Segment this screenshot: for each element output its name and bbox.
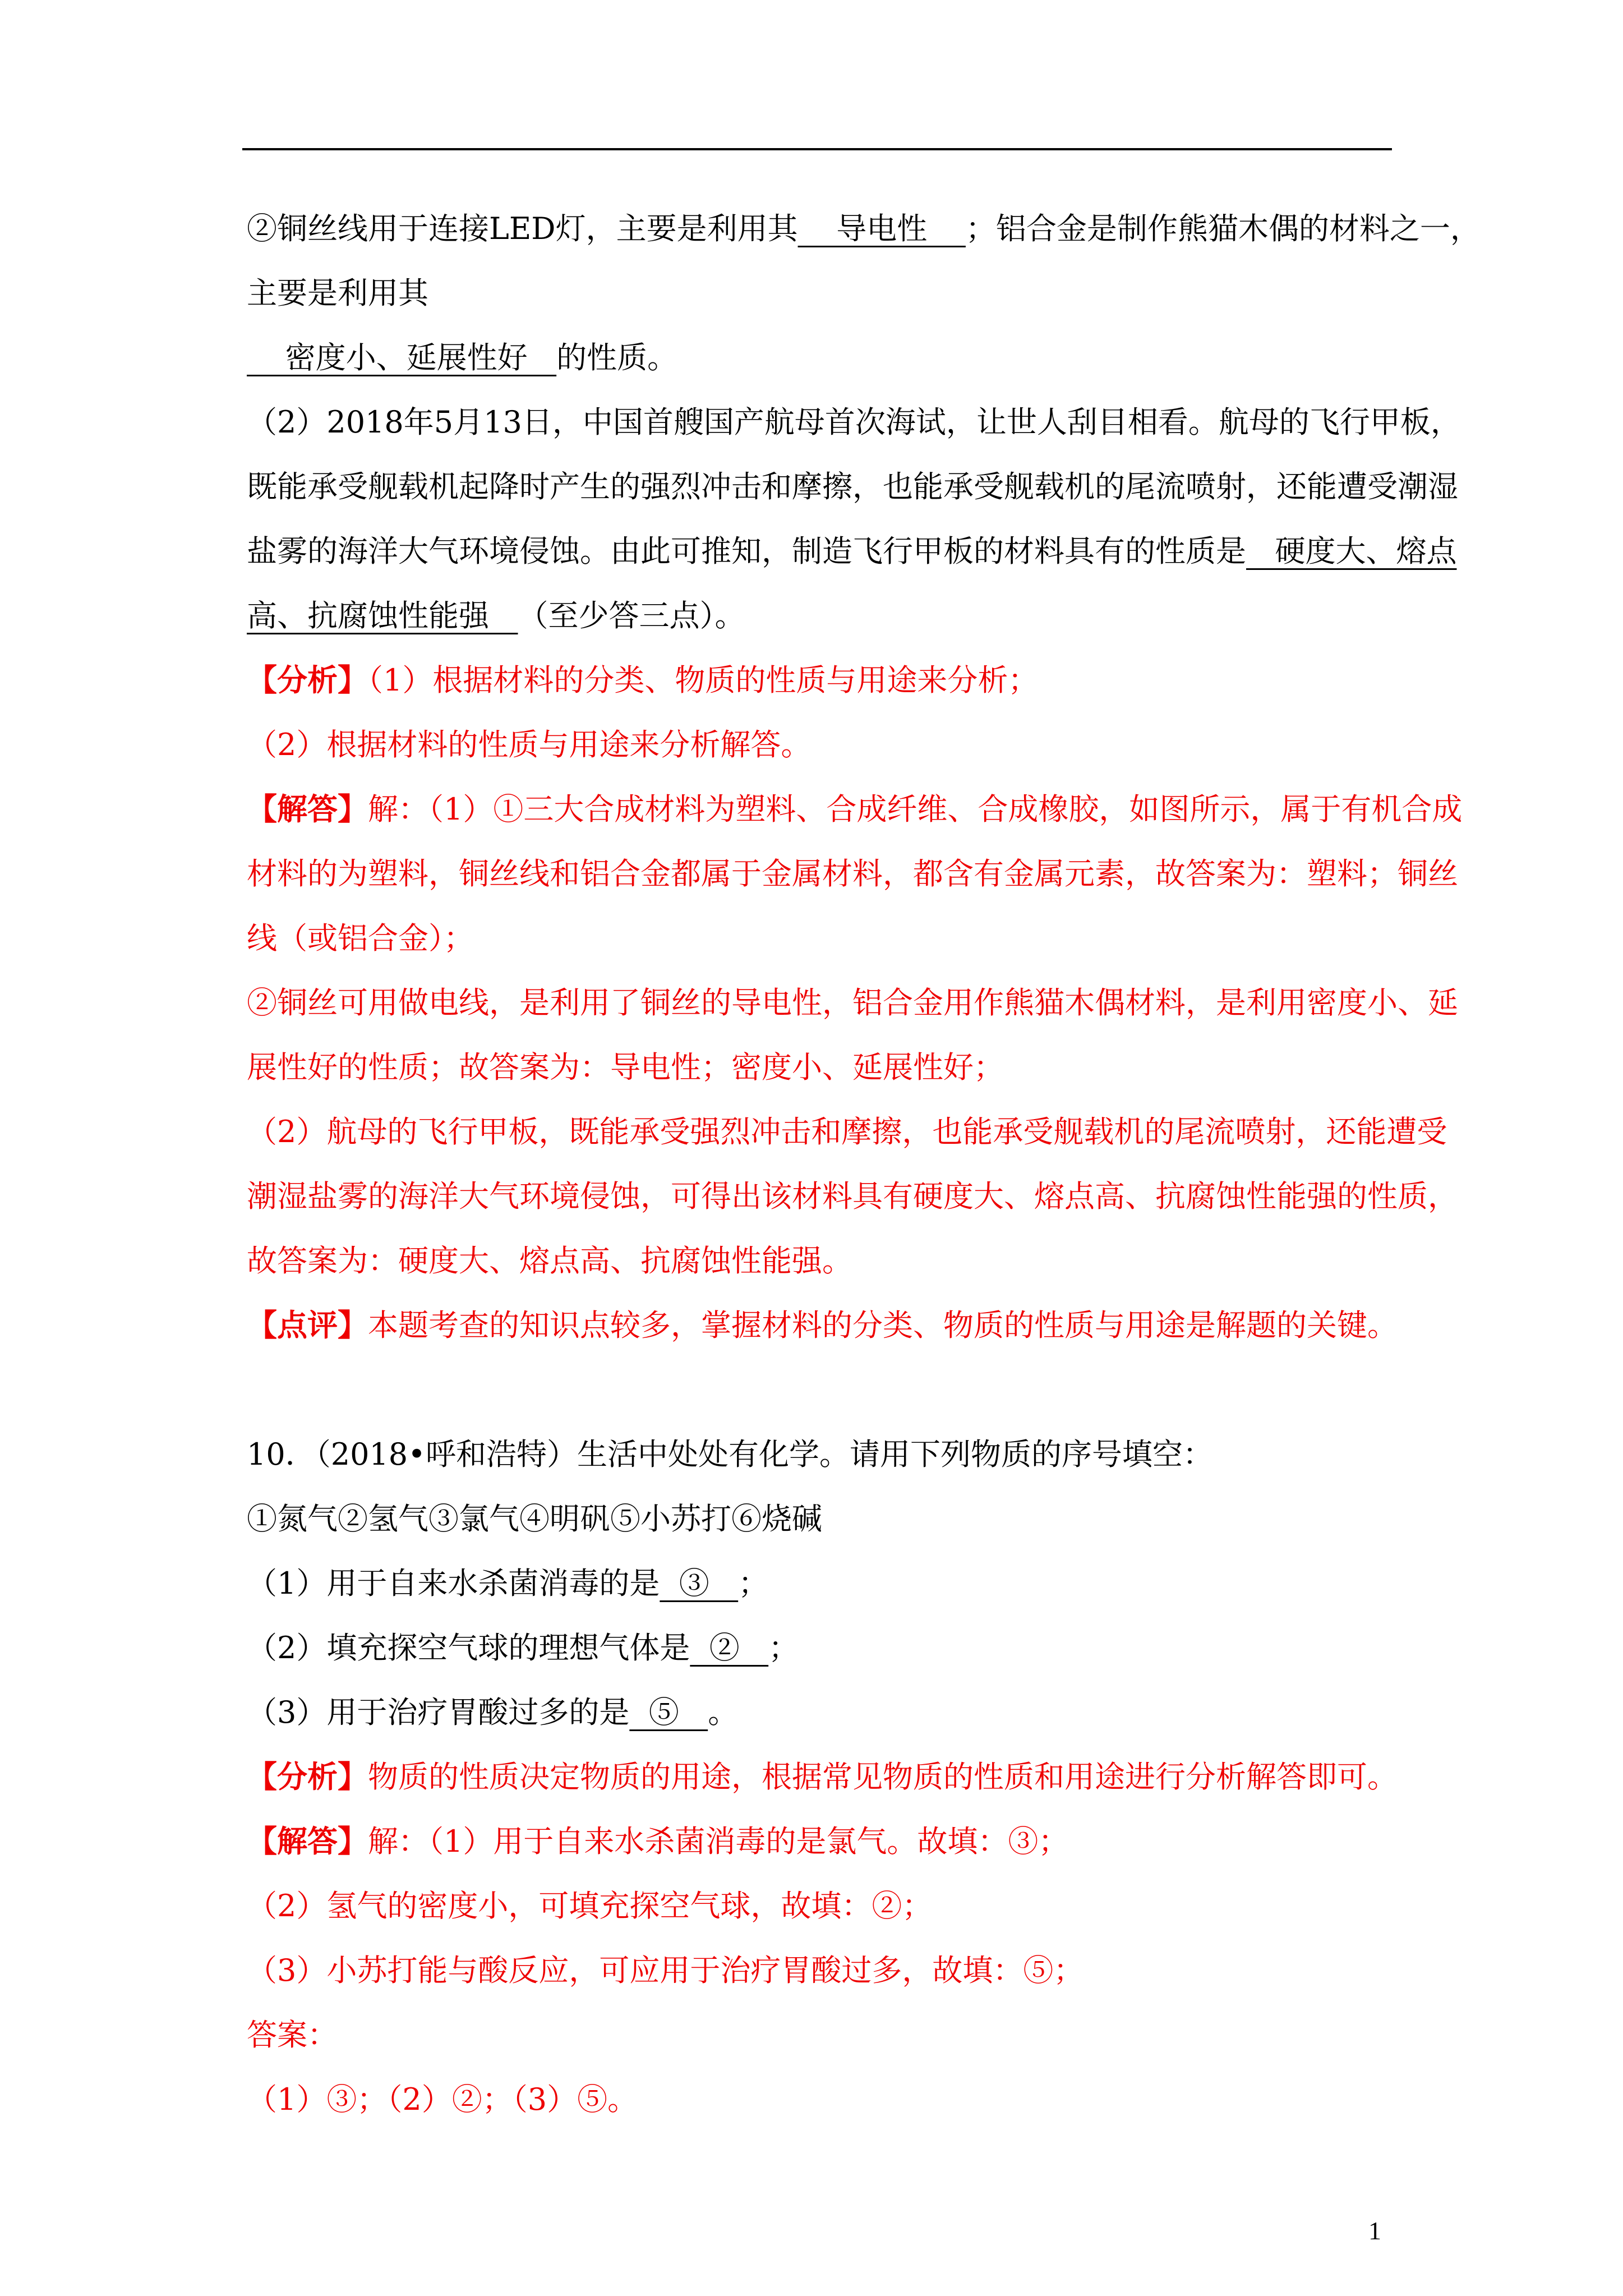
q9-line-3 xyxy=(247,325,1391,390)
page-content xyxy=(247,196,1481,2132)
q10-title: 10．（2018•呼和浩特）生活中处处有化学。请用下列物质的序号填空： xyxy=(247,1437,1213,1472)
q9-line-1 xyxy=(247,196,1481,261)
q9-text: （至少答三点）。 xyxy=(518,598,745,633)
q10-text: 。 xyxy=(708,1695,739,1730)
q9-line-2: 主要是利用其 xyxy=(247,275,428,311)
q9-answer-line-5: 展性好的性质；故答案为：导电性；密度小、延展性好； xyxy=(247,1050,1004,1085)
q9-blank-hardness: 硬度大、熔点 xyxy=(1246,533,1457,569)
q10-answer-line-3: （3）小苏打能与酸反应，可应用于治疗胃酸过多，故填：⑤； xyxy=(247,1953,1084,1988)
q10-answer-line-1 xyxy=(247,1809,1391,1874)
answer-text: 解：（1）①三大合成材料为塑料、合成纤维、合成橡胶，如图所示，属于有机合成 xyxy=(368,792,1463,827)
analysis-text: （1）根据材料的分类、物质的性质与用途来分析； xyxy=(368,662,1039,698)
comment-tag: 【点评】 xyxy=(247,1307,368,1343)
q9-blank-hardness-cont: 高、抗腐蚀性能强 xyxy=(247,598,518,633)
q10-options: ①氮气②氢气③氯气④明矾⑤小苏打⑥烧碱 xyxy=(247,1501,822,1536)
q9-text: 盐雾的海洋大气环境侵蚀。由此可推知，制造飞行甲板的材料具有的性质是 xyxy=(247,533,1246,569)
q10-text: ； xyxy=(738,1566,769,1601)
answer-tag: 【解答】 xyxy=(247,791,368,827)
analysis-tag: 【分析】 xyxy=(247,1759,368,1795)
q9-text: 的性质。 xyxy=(556,340,678,375)
q9-answer-line-3: 线（或铝合金）； xyxy=(247,921,474,956)
q10-sub-1 xyxy=(247,1551,1391,1616)
q9-part2-line-3 xyxy=(247,519,1457,583)
q9-answer-line-1 xyxy=(247,777,1463,841)
q9-text: ②铜丝线用于连接LED灯，主要是利用其 xyxy=(247,211,798,246)
q9-answer-line-4: ②铜丝可用做电线，是利用了铜丝的导电性，铝合金用作熊猫木偶材料，是利用密度小、延 xyxy=(247,985,1458,1020)
q10-blank-3: ⑤ xyxy=(629,1695,708,1730)
header-rule xyxy=(242,148,1392,150)
q10-text: （3）用于治疗胃酸过多的是 xyxy=(247,1695,630,1730)
q10-text: ； xyxy=(768,1630,799,1665)
q9-part2-line-1: （2）2018年5月13日，中国首艘国产航母首次海试，让世人刮目相看。航母的飞行甲板， xyxy=(247,404,1461,440)
q9-part2-line-4 xyxy=(247,583,1391,648)
q10-sub-2 xyxy=(247,1616,1391,1680)
q10-blank-1: ③ xyxy=(660,1566,739,1601)
q9-blank-conductivity: 导电性 xyxy=(797,211,966,246)
q9-analysis-line-1 xyxy=(247,648,1391,712)
spacer xyxy=(247,1358,1391,1422)
q10-analysis-line xyxy=(247,1745,1398,1809)
q9-blank-density: 密度小、延展性好 xyxy=(247,340,557,375)
q9-analysis-line-2: （2）根据材料的性质与用途来分析解答。 xyxy=(247,727,811,762)
q9-part2-line-2: 既能承受舰载机起降时产生的强烈冲击和摩擦，也能承受舰载机的尾流喷射，还能遭受潮湿 xyxy=(247,469,1458,504)
q9-answer-line-2: 材料的为塑料，铜丝线和铝合金都属于金属材料，都含有金属元素，故答案为：塑料；铜丝 xyxy=(247,856,1458,891)
q10-text: （1）用于自来水杀菌消毒的是 xyxy=(247,1566,660,1601)
analysis-text: 物质的性质决定物质的用途，根据常见物质的性质和用途进行分析解答即可。 xyxy=(368,1759,1398,1795)
answer-tag: 【解答】 xyxy=(247,1823,368,1859)
q10-blank-2: ② xyxy=(690,1630,769,1665)
q10-answer-line-2: （2）氢气的密度小，可填充探空气球，故填：②； xyxy=(247,1888,933,1924)
q9-answer-line-7: 潮湿盐雾的海洋大气环境侵蚀，可得出该材料具有硬度大、熔点高、抗腐蚀性能强的性质， xyxy=(247,1179,1458,1214)
q10-answer-line-5: （1）③；（2）②；（3）⑤。 xyxy=(247,2082,638,2117)
comment-text: 本题考查的知识点较多，掌握材料的分类、物质的性质与用途是解题的关键。 xyxy=(368,1308,1398,1343)
q10-text: （2）填充探空气球的理想气体是 xyxy=(247,1630,690,1665)
analysis-tag: 【分析】 xyxy=(247,662,368,698)
answer-text: 解：（1）用于自来水杀菌消毒的是氯气。故填：③； xyxy=(368,1824,1069,1859)
q10-sub-3 xyxy=(247,1680,1391,1745)
q9-answer-line-6: （2）航母的飞行甲板，既能承受强烈冲击和摩擦，也能承受舰载机的尾流喷射，还能遭受 xyxy=(247,1114,1447,1149)
q9-text: ；铝合金是制作熊猫木偶的材料之一， xyxy=(965,211,1481,246)
q9-answer-line-8: 故答案为：硬度大、熔点高、抗腐蚀性能强。 xyxy=(247,1243,852,1278)
q10-answer-line-4: 答案： xyxy=(247,2017,338,2053)
q9-comment-line xyxy=(247,1293,1398,1358)
page-number: 1 xyxy=(1368,2216,1381,2245)
